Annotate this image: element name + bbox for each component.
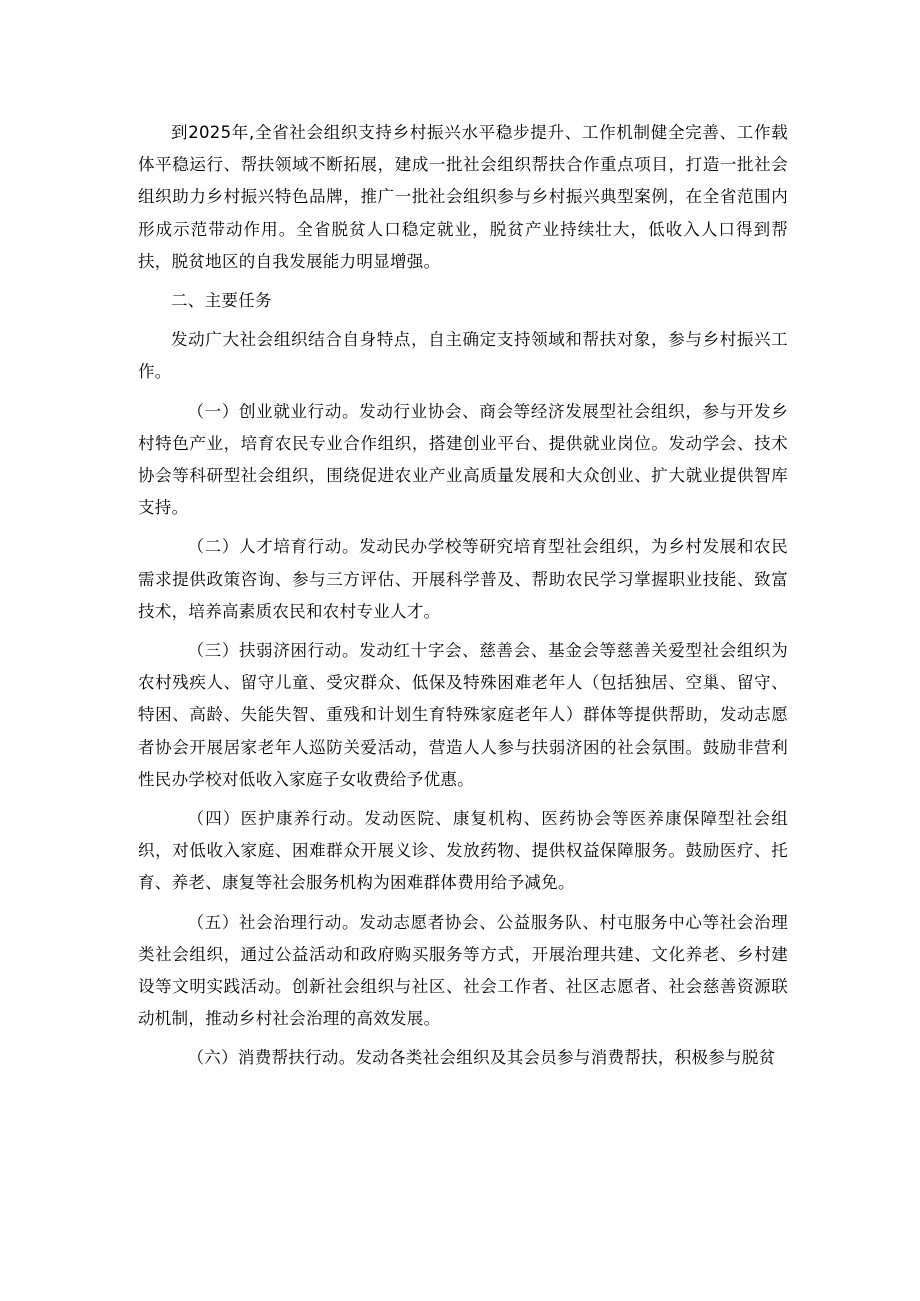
paragraph-task-4: （四）医护康养行动。发动医院、康复机构、医药协会等医养康保障型社会组织，对低收入家庭、困难群众开展义诊、发放药物、提供权益保障服务。鼓励医疗、托育、养老、康复等社会服务机构为困难群体费用给予减免。 (138, 809, 788, 893)
paragraph-2025-goals: 到2025年,全省社会组织支持乡村振兴水平稳步提升、工作机制健全完善、工作载体平稳运行、帮扶领域不断拓展，建成一批社会组织帮扶合作重点项目，打造一批社会组织助力乡村振兴特色品牌，推广一批社会组织参与乡村振兴典型案例，在全省范围内形成示范带动作用。全省脱贫人口稳定就业，脱贫产业持续壮大，低收入人口得到帮扶，脱贫地区的自我发展能力明显增强。 (138, 123, 788, 271)
paragraph-task-1: （一）创业就业行动。发动行业协会、商会等经济发展型社会组织，参与开发乡村特色产业，培育农民专业合作组织，搭建创业平台、提供就业岗位。发动学会、技术协会等科研型社会组织，围绕促进农业产业高质量发展和大众创业、扩大就业提供智库支持。 (138, 401, 788, 518)
paragraph-task-6: （六）消费帮扶行动。发动各类社会组织及其会员参与消费帮扶，积极参与脱贫 (187, 1048, 776, 1068)
paragraph-task-5: （五）社会治理行动。发动志愿者协会、公益服务队、村屯服务中心等社会治理类社会组织，通过公益活动和政府购买服务等方式，开展治理共建、文化养老、乡村建设等文明实践活动。创新社会组织与社区、社会工作者、社区志愿者、社会慈善资源联动机制，推动乡村社会治理的高效发展。 (138, 912, 788, 1029)
paragraph-intro-tasks: 发动广大社会组织结合自身特点，自主确定支持领域和帮扶对象，参与乡村振兴工作。 (138, 330, 788, 382)
paragraph-task-2: （二）人才培育行动。发动民办学校等研究培育型社会组织，为乡村发展和农民需求提供政策咨询、参与三方评估、开展科学普及、帮助农民学习掌握职业技能、致富技术，培养高素质农民和农村专业人才。 (138, 537, 788, 621)
paragraph-task-3: （三）扶弱济困行动。发动红十字会、慈善会、基金会等慈善关爱型社会组织为农村残疾人、留守儿童、受灾群众、低保及特殊困难老年人（包括独居、空巢、留守、特困、高龄、失能失智、重残和计划生育特殊家庭老年人）群体等提供帮助，发动志愿者协会开展居家老年人巡防关爱活动，营造人人参与扶弱济困的社会氛围。鼓励非营利性民办学校对低收入家庭子女收费给予优惠。 (138, 641, 788, 789)
document-page (138, 117, 788, 1082)
section-heading-main-tasks: 二、主要任务 (171, 291, 272, 311)
